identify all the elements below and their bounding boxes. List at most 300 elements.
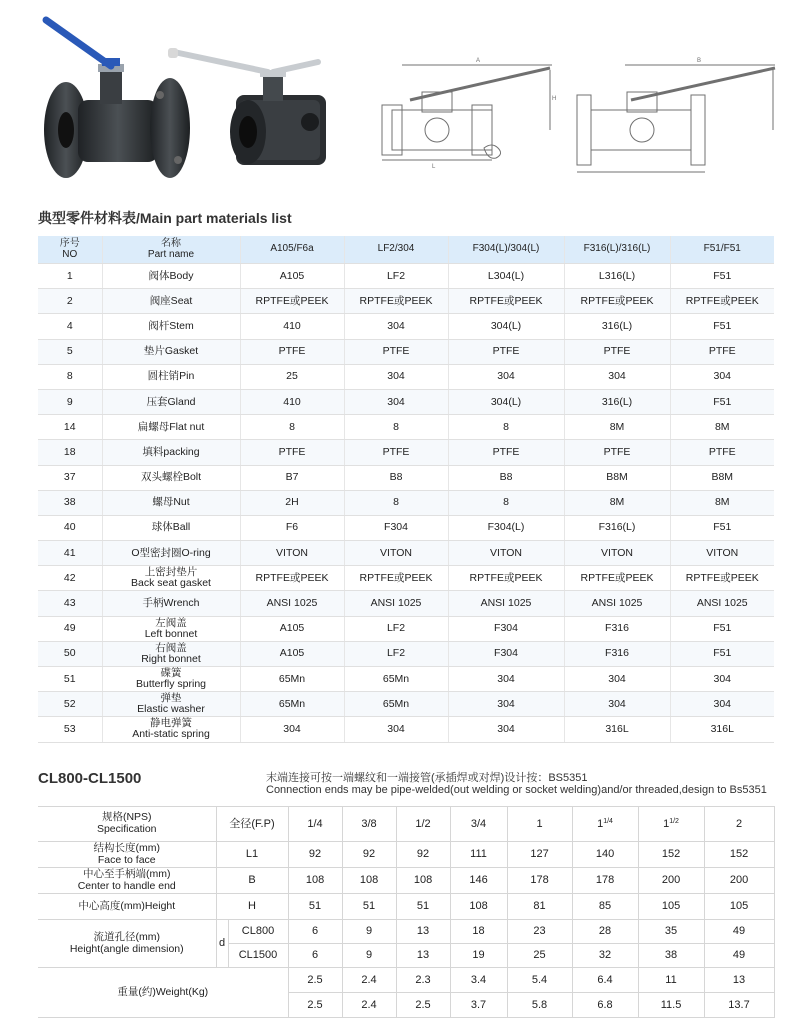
label-cn: 中心至手柄端(mm) [83, 867, 171, 880]
threaded-ball-valve-photo [168, 0, 338, 200]
material-cell: PTFE [240, 339, 344, 364]
material-cell: 316L [564, 717, 670, 742]
dimension-value: 85 [572, 894, 638, 920]
label-cn: 圆柱销Pin [147, 370, 195, 383]
header-cell [344, 236, 448, 264]
nps-size-value: 3/4 [470, 817, 487, 830]
nps-size [288, 807, 342, 842]
weight-value: 2.5 [288, 968, 342, 993]
weight-value: 13.7 [704, 993, 774, 1018]
label-cn: 阀杆Stem [148, 319, 194, 332]
dimension-value: 81 [507, 894, 572, 920]
dimension-value: 200 [638, 868, 704, 894]
material-cell: F6 [240, 515, 344, 540]
part-number: 50 [38, 641, 102, 666]
label-cn: 规格(NPS) [101, 811, 152, 824]
material-cell: 304 [670, 667, 774, 692]
label-cn: O型密封圈O-ring [131, 546, 211, 559]
bore-value: 35 [638, 920, 704, 944]
table-row [38, 717, 774, 742]
dimension-value: 111 [450, 842, 507, 868]
part-number: 9 [38, 389, 102, 414]
part-name [102, 440, 240, 465]
weight-row [38, 968, 774, 993]
material-cell: RPTFE或PEEK [344, 566, 448, 591]
dimension-row [38, 868, 774, 894]
connection-note-cn: 末端连接可按一端螺纹和一端接管(承插焊或对焊)设计按：BS5351 [266, 772, 588, 784]
material-cell: 304 [344, 314, 448, 339]
nps-size [396, 807, 450, 842]
weight-value: 3.7 [450, 993, 507, 1018]
material-cell: 304 [564, 667, 670, 692]
header-cell [564, 236, 670, 264]
label-cn: 流道孔径(mm) [93, 930, 160, 943]
dimension-label [38, 868, 216, 894]
part-name [102, 314, 240, 339]
material-cell: 8M [670, 490, 774, 515]
part-number: 38 [38, 490, 102, 515]
label-en: Specification [96, 823, 157, 835]
material-cell: PTFE [448, 440, 564, 465]
material-cell: 8 [344, 490, 448, 515]
label-cn: 双头螺栓Bolt [140, 471, 202, 484]
material-cell: 304 [344, 364, 448, 389]
nps-size-fraction: 1/4 [603, 817, 613, 825]
label-cn: 右阀盖 [155, 641, 187, 654]
dimension-value: 108 [342, 868, 396, 894]
bore-value: 19 [450, 944, 507, 968]
dimension-value: 51 [288, 894, 342, 920]
bore-symbol: d [216, 920, 228, 968]
label-cn: 螺母Nut [152, 496, 190, 509]
dim-B-label: B [697, 58, 702, 64]
dimension-value: 92 [396, 842, 450, 868]
label-en: F316(L)/316(L) [583, 243, 651, 255]
header-cell [240, 236, 344, 264]
part-number: 51 [38, 667, 102, 692]
material-cell: LF2 [344, 616, 448, 641]
header-cell [448, 236, 564, 264]
dimension-value: 127 [507, 842, 572, 868]
label-en: Left bonnet [144, 627, 198, 640]
material-cell: RPTFE或PEEK [240, 289, 344, 314]
material-cell: 65Mn [240, 667, 344, 692]
materials-table [38, 236, 774, 743]
label-cn: 阀座Seat [149, 294, 193, 307]
label-en: A105/F6a [270, 243, 314, 255]
dimension-row [38, 842, 774, 868]
material-cell: L316(L) [564, 264, 670, 289]
material-cell: 65Mn [240, 692, 344, 717]
part-name [102, 541, 240, 566]
material-cell: L304(L) [448, 264, 564, 289]
material-cell: ANSI 1025 [344, 591, 448, 616]
bore-value: 49 [704, 920, 774, 944]
label-cn: 序号 [59, 238, 80, 249]
material-cell: 304 [670, 364, 774, 389]
part-number: 8 [38, 364, 102, 389]
part-name [102, 415, 240, 440]
label-cn: 填料packing [142, 445, 200, 458]
bore-value: 13 [396, 944, 450, 968]
bore-value: 49 [704, 944, 774, 968]
part-name [102, 264, 240, 289]
dimension-value: 51 [342, 894, 396, 920]
label-cn: 中心高度(mm)Height [78, 899, 176, 912]
part-number: 1 [38, 264, 102, 289]
dimension-value: 105 [704, 894, 774, 920]
material-cell: A105 [240, 264, 344, 289]
part-name [102, 515, 240, 540]
label-en: F304(L)/304(L) [472, 243, 540, 255]
material-cell: F304 [448, 616, 564, 641]
nps-size-value: 3/8 [361, 817, 377, 830]
nps-size-value: 1 [536, 817, 543, 830]
nps-size-value: 1 [597, 817, 604, 830]
nps-size [450, 807, 507, 842]
table-row [38, 515, 774, 540]
bore-type: 全径(F.P) [216, 807, 288, 842]
material-cell: 410 [240, 314, 344, 339]
dimension-label [38, 842, 216, 868]
weight-value: 11 [638, 968, 704, 993]
label-cn: 弹垫 [160, 692, 182, 705]
material-cell: PTFE [670, 440, 774, 465]
material-cell: 304 [448, 364, 564, 389]
material-cell: ANSI 1025 [240, 591, 344, 616]
nps-size [507, 807, 572, 842]
label-en: NO [62, 248, 78, 260]
part-name [102, 364, 240, 389]
material-cell: 304(L) [448, 389, 564, 414]
bore-value: 18 [450, 920, 507, 944]
dimension-value: 200 [704, 868, 774, 894]
table-row [38, 440, 774, 465]
part-number: 18 [38, 440, 102, 465]
material-cell: VITON [240, 541, 344, 566]
part-number: 41 [38, 541, 102, 566]
material-cell: 8M [670, 415, 774, 440]
material-cell: 8 [448, 415, 564, 440]
material-cell: RPTFE或PEEK [344, 289, 448, 314]
material-cell: F316 [564, 616, 670, 641]
material-cell: A105 [240, 641, 344, 666]
material-cell: 25 [240, 364, 344, 389]
part-name [102, 717, 240, 742]
material-cell: 8 [448, 490, 564, 515]
part-number: 14 [38, 415, 102, 440]
material-cell: 304 [564, 364, 670, 389]
material-cell: F51 [670, 616, 774, 641]
material-cell: 304 [344, 717, 448, 742]
material-cell: 8 [240, 415, 344, 440]
dimension-value: 152 [704, 842, 774, 868]
material-cell: ANSI 1025 [564, 591, 670, 616]
header-cell [38, 236, 102, 264]
pressure-class-title: CL800-CL1500 [38, 770, 142, 787]
nps-size-value: 1/2 [415, 817, 431, 830]
label-cn: 名称 [161, 238, 181, 249]
table-row [38, 692, 774, 717]
label-cn: 阀体Body [148, 269, 194, 282]
dimension-value: 108 [288, 868, 342, 894]
material-cell: VITON [448, 541, 564, 566]
material-cell: F51 [670, 389, 774, 414]
material-cell: RPTFE或PEEK [670, 289, 774, 314]
material-cell: 2H [240, 490, 344, 515]
material-cell: PTFE [344, 339, 448, 364]
material-cell: F316 [564, 641, 670, 666]
dimension-value: 92 [288, 842, 342, 868]
materials-table-body [38, 264, 774, 743]
dimension-value: 51 [396, 894, 450, 920]
part-name [102, 667, 240, 692]
dimension-value: 140 [572, 842, 638, 868]
material-cell: PTFE [240, 440, 344, 465]
material-cell: 304 [240, 717, 344, 742]
material-cell: VITON [670, 541, 774, 566]
material-cell: PTFE [448, 339, 564, 364]
dim-A-label: A [476, 58, 481, 64]
table-row [38, 616, 774, 641]
materials-list-title: 典型零件材料表/Main part materials list [38, 210, 292, 226]
label-en: Face to face [97, 853, 156, 866]
weight-value: 5.8 [507, 993, 572, 1018]
weight-value: 13 [704, 968, 774, 993]
nps-size-value: 1 [663, 817, 670, 830]
table-row [38, 490, 774, 515]
material-cell: RPTFE或PEEK [240, 566, 344, 591]
header-cell [102, 236, 240, 264]
bore-value: 6 [288, 920, 342, 944]
weight-value: 2.3 [396, 968, 450, 993]
part-number: 52 [38, 692, 102, 717]
material-cell: 410 [240, 389, 344, 414]
table-row [38, 339, 774, 364]
dimension-symbol: H [216, 894, 288, 920]
material-cell: ANSI 1025 [448, 591, 564, 616]
material-cell: RPTFE或PEEK [564, 289, 670, 314]
weight-value: 6.4 [572, 968, 638, 993]
label-cn: 碟簧 [160, 667, 182, 680]
dimension-value: 146 [450, 868, 507, 894]
nps-size-value: 1/4 [307, 817, 323, 830]
bore-value: 32 [572, 944, 638, 968]
dimension-value: 178 [572, 868, 638, 894]
dimension-symbol: L1 [216, 842, 288, 868]
material-cell: F304(L) [448, 515, 564, 540]
bore-value: 25 [507, 944, 572, 968]
bore-label [38, 920, 216, 968]
part-name [102, 389, 240, 414]
material-cell: 304 [448, 667, 564, 692]
material-cell: 304(L) [448, 314, 564, 339]
material-cell: PTFE [564, 339, 670, 364]
material-cell: 8M [564, 415, 670, 440]
material-cell: LF2 [344, 641, 448, 666]
bore-value: 28 [572, 920, 638, 944]
weight-value: 3.4 [450, 968, 507, 993]
nps-size-value: 2 [735, 817, 743, 830]
part-number: 5 [38, 339, 102, 364]
part-number: 40 [38, 515, 102, 540]
dimension-table [38, 806, 775, 1018]
part-number: 43 [38, 591, 102, 616]
label-cn: 结构长度(mm) [93, 841, 160, 854]
part-name [102, 465, 240, 490]
product-figures [0, 0, 800, 205]
part-name [102, 566, 240, 591]
material-cell: 316L [670, 717, 774, 742]
material-cell: 65Mn [344, 667, 448, 692]
bore-value: 23 [507, 920, 572, 944]
label-cn: 上密封垫片 [144, 566, 198, 579]
label-en: F51/F51 [703, 243, 741, 255]
material-cell: PTFE [670, 339, 774, 364]
connection-note-en: Connection ends may be pipe-welded(out welding or socket welding)and/or threaded,design to Bs5351 [266, 784, 767, 796]
material-cell: B8M [670, 465, 774, 490]
material-cell: 8M [564, 490, 670, 515]
bore-value: 13 [396, 920, 450, 944]
part-number: 37 [38, 465, 102, 490]
material-cell: 304 [344, 389, 448, 414]
pressure-class: CL800 [228, 920, 288, 944]
label-cn: 球体Ball [151, 521, 191, 534]
label-cn: 垫片Gasket [143, 345, 199, 358]
material-cell: PTFE [564, 440, 670, 465]
table-row [38, 641, 774, 666]
material-cell: 304 [564, 692, 670, 717]
table-row [38, 667, 774, 692]
table-row [38, 566, 774, 591]
dim-H-label: H [552, 96, 557, 102]
weight-label: 重量(约)Weight(Kg) [38, 968, 288, 1018]
material-cell: F51 [670, 314, 774, 339]
nps-size [572, 807, 638, 842]
weight-value: 11.5 [638, 993, 704, 1018]
part-number: 4 [38, 314, 102, 339]
bore-value: 38 [638, 944, 704, 968]
label-cn: 左阀盖 [155, 616, 187, 629]
material-cell: F316(L) [564, 515, 670, 540]
part-name [102, 591, 240, 616]
bore-value: 9 [342, 944, 396, 968]
part-name [102, 692, 240, 717]
material-cell: RPTFE或PEEK [448, 566, 564, 591]
label-cn: 压套Gland [146, 395, 196, 408]
material-cell: F304 [344, 515, 448, 540]
material-cell: VITON [564, 541, 670, 566]
pressure-class: CL1500 [228, 944, 288, 968]
material-cell: B8M [564, 465, 670, 490]
label-en: Part name [147, 248, 195, 260]
header-cell [670, 236, 774, 264]
bore-row [38, 920, 774, 944]
part-number: 49 [38, 616, 102, 641]
table-row [38, 264, 774, 289]
label-en: Back seat gasket [131, 577, 211, 590]
dimension-label [38, 894, 216, 920]
weight-value: 5.4 [507, 968, 572, 993]
flanged-valve-drawing [565, 0, 785, 200]
label-en: Elastic washer [137, 703, 205, 716]
material-cell: 65Mn [344, 692, 448, 717]
dim-L-label: L [432, 164, 436, 170]
material-cell: 316(L) [564, 314, 670, 339]
label-cn: 手柄Wrench [142, 597, 200, 610]
material-cell: RPTFE或PEEK [670, 566, 774, 591]
table-row [38, 541, 774, 566]
part-name [102, 616, 240, 641]
material-cell: 316(L) [564, 389, 670, 414]
threaded-valve-drawing [352, 0, 564, 200]
table-row [38, 364, 774, 389]
dimension-value: 105 [638, 894, 704, 920]
material-cell: F51 [670, 264, 774, 289]
material-cell: 304 [670, 692, 774, 717]
material-cell: F304 [448, 641, 564, 666]
label-en: Height(angle dimension) [69, 942, 184, 955]
spec-row [38, 807, 774, 842]
material-cell: 304 [448, 717, 564, 742]
material-cell: B8 [448, 465, 564, 490]
part-number: 53 [38, 717, 102, 742]
part-name [102, 641, 240, 666]
table-row [38, 465, 774, 490]
nps-size-fraction: 1/2 [669, 817, 679, 825]
part-number: 42 [38, 566, 102, 591]
nps-size [704, 807, 774, 842]
label-cn: 扁螺母Flat nut [137, 420, 205, 433]
material-cell: F51 [670, 515, 774, 540]
material-cell: PTFE [344, 440, 448, 465]
dimension-row [38, 894, 774, 920]
material-cell: VITON [344, 541, 448, 566]
bore-value: 9 [342, 920, 396, 944]
label-en: Butterfly spring [135, 678, 207, 691]
material-cell: LF2 [344, 264, 448, 289]
table-row [38, 289, 774, 314]
materials-table-header [38, 236, 774, 264]
dimension-value: 152 [638, 842, 704, 868]
dimension-symbol: B [216, 868, 288, 894]
dimension-value: 92 [342, 842, 396, 868]
part-name [102, 490, 240, 515]
nps-size [638, 807, 704, 842]
material-cell: ANSI 1025 [670, 591, 774, 616]
label-en: Center to handle end [77, 879, 176, 892]
material-cell: B7 [240, 465, 344, 490]
part-name [102, 339, 240, 364]
part-number: 2 [38, 289, 102, 314]
weight-value: 6.8 [572, 993, 638, 1018]
dimension-value: 108 [450, 894, 507, 920]
material-cell: F51 [670, 641, 774, 666]
header-row [38, 236, 774, 264]
weight-value: 2.5 [288, 993, 342, 1018]
table-row [38, 591, 774, 616]
material-cell: B8 [344, 465, 448, 490]
part-name [102, 289, 240, 314]
weight-value: 2.4 [342, 993, 396, 1018]
dimension-value: 178 [507, 868, 572, 894]
material-cell: RPTFE或PEEK [564, 566, 670, 591]
material-cell: 304 [448, 692, 564, 717]
label-en: Anti-static spring [132, 728, 210, 741]
label-en: Right bonnet [141, 652, 201, 665]
label-en: LF2/304 [377, 243, 415, 255]
weight-value: 2.4 [342, 968, 396, 993]
